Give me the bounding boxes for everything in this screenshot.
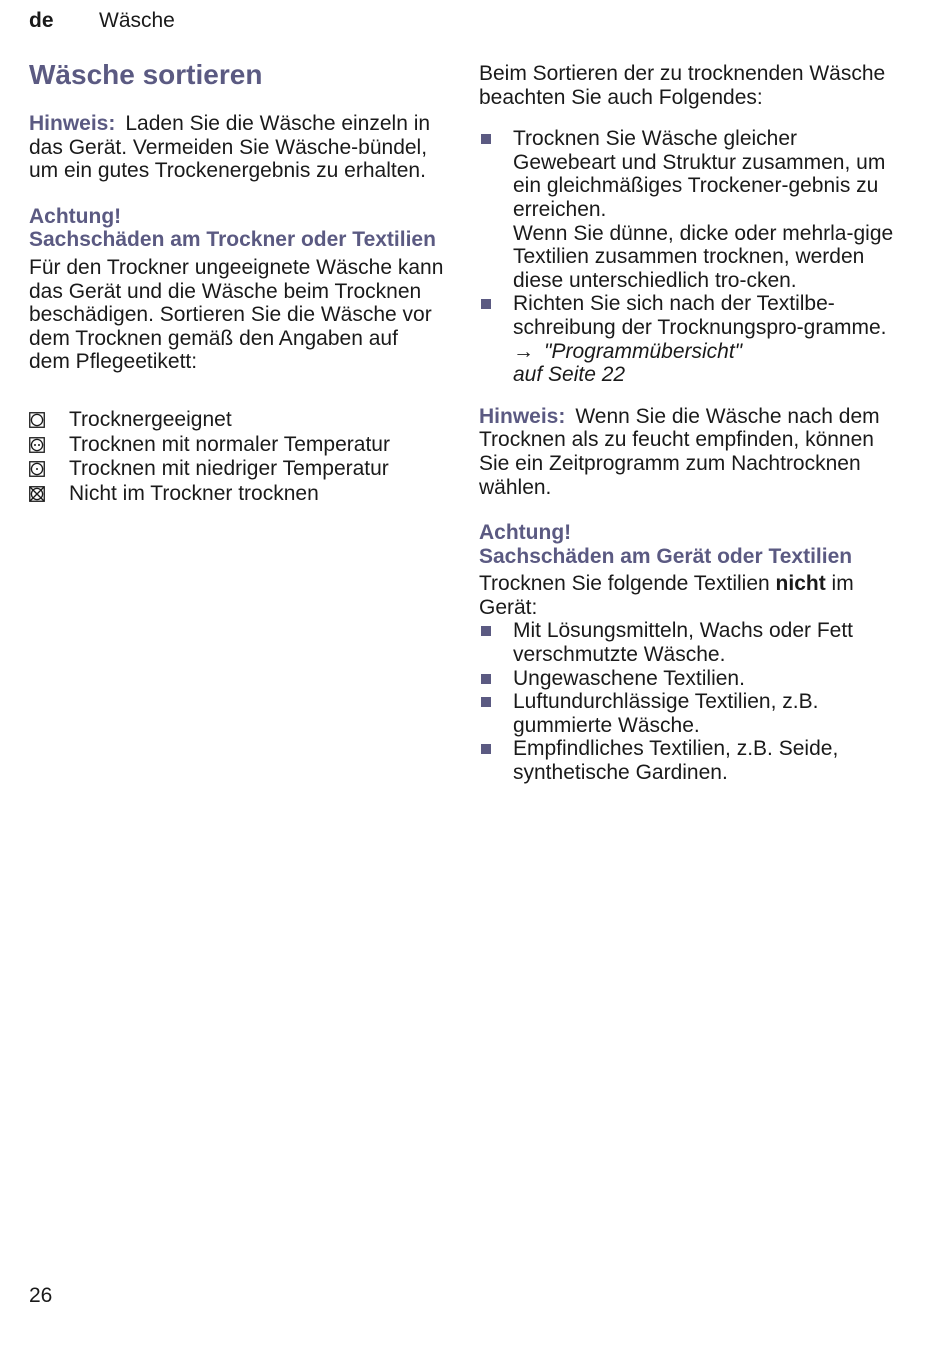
cross-reference-link[interactable] — [513, 340, 899, 364]
do-not-tumble-dry-icon — [29, 486, 45, 502]
page-number: 26 — [29, 1284, 53, 1307]
warning-text — [479, 572, 899, 619]
note-text: Laden Sie die Wäsche einzeln in das Gerät. Vermeiden Sie Wäsche-bündel, um ein gutes Trockenergebnis zu erhalten. — [29, 112, 431, 183]
care-symbol-label: Trocknen mit normaler Temperatur — [69, 432, 390, 456]
care-symbol-label: Trocknen mit niedriger Temperatur — [69, 457, 389, 481]
tumble-dry-normal-icon — [29, 437, 45, 453]
warning-subtitle: Sachschäden am Trockner oder Textilien — [29, 228, 436, 252]
bullet-icon — [481, 626, 491, 636]
care-symbol-item — [29, 408, 444, 433]
care-symbol-label: Nicht im Trockner trocknen — [69, 481, 319, 505]
page-header — [29, 8, 175, 34]
list-item — [479, 127, 899, 292]
warning-subtitle: Sachschäden am Gerät oder Textilien — [479, 544, 853, 568]
warning-box — [29, 205, 444, 374]
list-item-text: Mit Lösungsmitteln, Wachs oder Fett verschmutzte Wäsche. — [513, 619, 854, 667]
care-symbol-list — [29, 408, 444, 506]
intro-text: Beim Sortieren der zu trocknenden Wäsche beachten Sie auch Folgendes: — [479, 62, 886, 109]
bullet-icon — [481, 299, 491, 309]
warning-text: Für den Trockner ungeeignete Wäsche kann das Gerät und die Wäsche beim Trocknen beschädigen. Sortieren Sie die Wäsche vor dem Trocknen gemäß den Angaben auf dem Pflegeetikett: — [29, 255, 444, 374]
bullet-icon — [481, 697, 491, 707]
note-paragraph — [29, 112, 444, 183]
warning-text-pre: Trocknen Sie folgende Textilien — [479, 572, 770, 596]
list-item-text: Luftundurchlässige Textilien, z.B. gummierte Wäsche. — [513, 690, 819, 737]
right-column — [479, 58, 899, 785]
section-title: Wäsche — [99, 9, 175, 32]
left-column — [29, 58, 444, 506]
list-item-text: Trocknen Sie Wäsche gleicher Gewebeart und Struktur zusammen, um ein gleichmäßiges Trockener-gebnis zu erreichen. — [513, 127, 886, 221]
note-label: Hinweis: — [479, 404, 566, 428]
cross-reference-page: auf Seite 22 — [513, 363, 626, 387]
cross-reference-text: "Programmübersicht" — [544, 339, 743, 363]
language-code: de — [29, 9, 54, 32]
care-symbol-item — [29, 433, 444, 458]
list-item — [479, 667, 899, 691]
note-label: Hinweis: — [29, 112, 116, 135]
list-item-text: Richten Sie sich nach der Textilbe-schreibung der Trocknungspro-gramme. — [513, 292, 887, 339]
care-symbol-label: Trocknergeeignet — [69, 407, 232, 431]
note-text: Wenn Sie die Wäsche nach dem Trocknen als zu feucht empfinden, können Sie ein Zeitprogramm zum Nachtrocknen wählen. — [479, 404, 880, 499]
care-symbol-item — [29, 457, 444, 482]
care-symbol-item — [29, 482, 444, 507]
warning-title: Achtung! — [479, 521, 572, 545]
page-title: Wäsche sortieren — [29, 59, 263, 90]
list-item-text: Wenn Sie dünne, dicke oder mehrla-gige Textilien zusammen trocknen, werden diese unterschiedlich tro-cken. — [513, 221, 894, 292]
bullet-icon — [481, 674, 491, 684]
bullet-icon — [481, 744, 491, 754]
list-item — [479, 292, 899, 386]
sorting-tips-list — [479, 127, 899, 387]
excluded-textiles-list — [479, 619, 899, 784]
arrow-right-icon: → — [513, 339, 534, 363]
list-item-text: Ungewaschene Textilien. — [513, 666, 745, 690]
list-item — [479, 737, 899, 784]
list-item — [479, 619, 899, 666]
warning-text-emphasis: nicht — [775, 572, 826, 596]
warning-box — [479, 521, 899, 785]
list-item — [479, 690, 899, 737]
note-paragraph — [479, 405, 899, 499]
bullet-icon — [481, 134, 491, 144]
list-item-text: Empfindliches Textilien, z.B. Seide, synthetische Gardinen. — [513, 737, 839, 785]
warning-title: Achtung! — [29, 204, 122, 228]
tumble-dry-low-icon — [29, 461, 45, 477]
warning-text-post: im Gerät: — [479, 572, 854, 619]
tumble-dry-icon — [29, 412, 45, 428]
